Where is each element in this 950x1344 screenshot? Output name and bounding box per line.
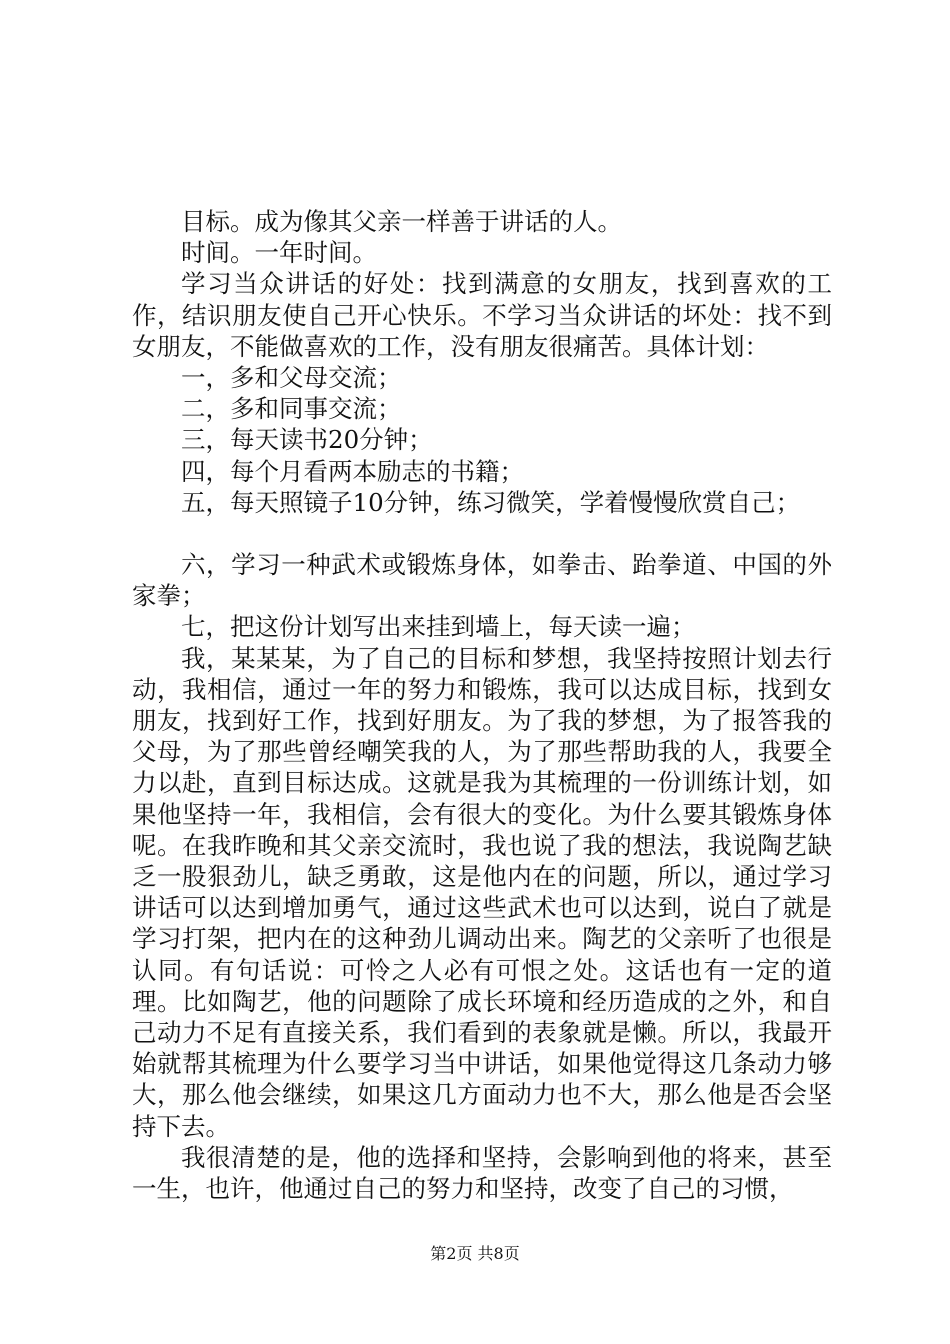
plan-item-1: 一，多和父母交流； [181,363,402,393]
plan-item-3: 三，每天读书20分钟； [181,425,433,455]
paragraph-goal: 目标。成为像其父亲一样善于讲话的人。 [181,207,622,236]
document-body [132,206,832,1204]
plan-item-5: 五，每天照镜子10分钟，练习微笑，学着慢慢欣赏自己； [181,487,801,517]
paragraph-conclusion: 我很清楚的是，他的选择和坚持，会影响到他的将来，甚至一生，也许，他通过自己的努力和坚持，改变了自己的习惯， [132,1142,832,1204]
paragraph-benefits: 学习当众讲话的好处：找到满意的女朋友，找到喜欢的工作，结识朋友使自己开心快乐。不学习当众讲话的坏处：找不到女朋友，不能做喜欢的工作，没有朋友很痛苦。具体计划： [132,269,832,361]
paragraph-commitment: 我，某某某，为了自己的目标和梦想，我坚持按照计划去行动，我相信，通过一年的努力和锻炼，我可以达成目标，找到女朋友，找到好工作，找到好朋友。为了我的梦想，为了报答我的父母，为了那些曾经嘲笑我的人，为了那些帮助我的人，我要全力以赴，直到目标达成。这就是我为其梳理的一份训练计划，如果他坚持一年，我相信，会有很大的变化。为什么要其锻炼身体呢。在我昨晚和其父亲交流时，我也说了我的想法，我说陶艺缺乏一股狠劲儿，缺乏勇敢，这是他内在的问题，所以，通过学习讲话可以达到增加勇气，通过这些武术也可以达到，说白了就是学习打架，把内在的这种劲儿调动出来。陶艺的父亲听了也很是认同。有句话说：可怜之人必有可恨之处。这话也有一定的道理。比如陶艺，他的问题除了成长环境和经历造成的之外，和自己动力不足有直接关系，我们看到的表象就是懒。所以，我最开始就帮其梳理为什么要学习当中讲话，如果他觉得这几条动力够大，那么他会继续，如果这几方面动力也不大，那么他是否会坚持下去。 [132,643,832,1141]
paragraph-time: 时间。一年时间。 [181,238,377,268]
plan-item-2: 二，多和同事交流； [181,394,402,424]
page-number-footer: 第2页 共8页 [430,1244,520,1263]
plan-item-7: 七，把这份计划写出来挂到墙上，每天读一遍； [181,612,696,642]
plan-item-4: 四，每个月看两本励志的书籍； [181,456,524,486]
plan-item-6: 六，学习一种武术或锻炼身体，如拳击、跆拳道、中国的外家拳； [132,550,832,611]
